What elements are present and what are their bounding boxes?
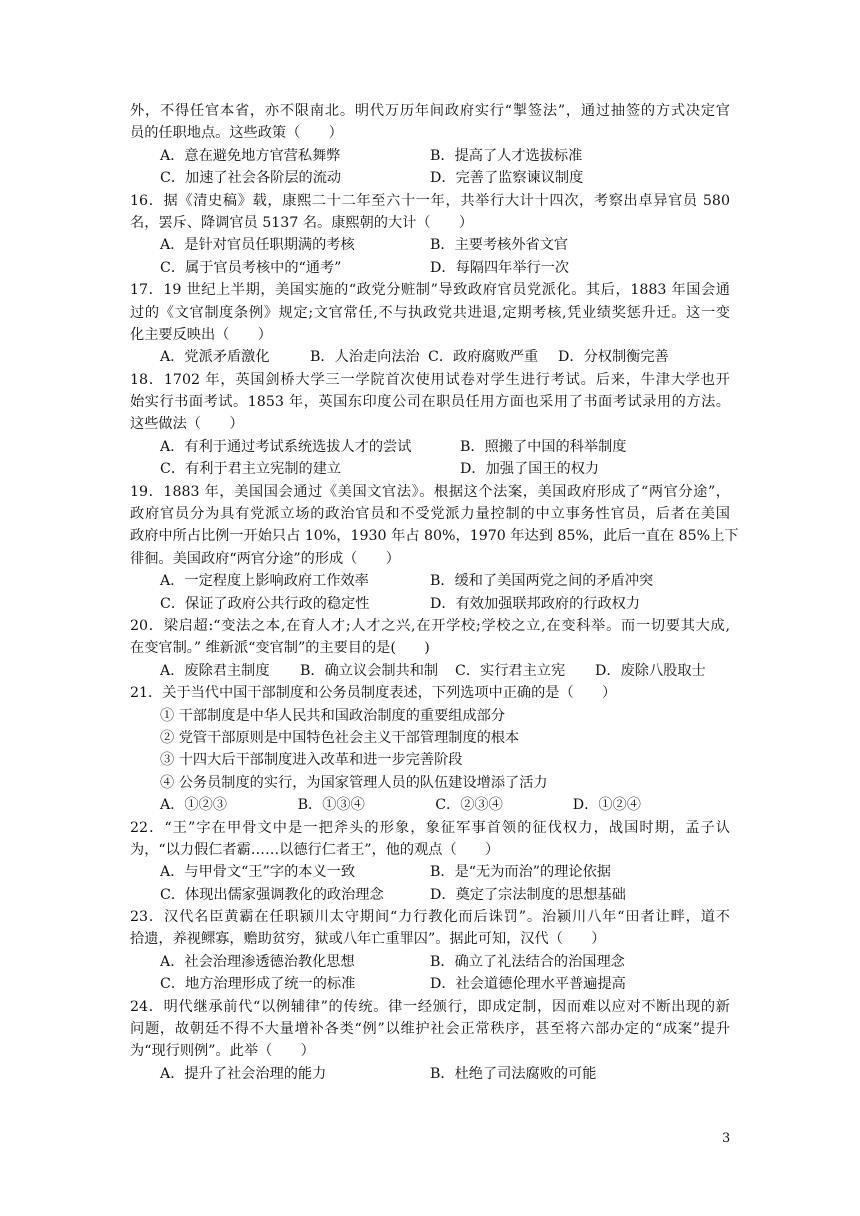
option-d: D．完善了监察谏议制度 — [430, 170, 584, 187]
question-19-line: 政府官员分为具有党派立场的政治官员和不受党派力量控制的中立事务性官员，后者在美国 — [130, 506, 730, 523]
options-row — [130, 570, 730, 592]
options-row — [130, 861, 730, 883]
question-22-line: 为，“以力假仁者霸……以德行仁者王”，他的观点（ ） — [130, 841, 500, 858]
option-a: A．有利于通过考试系统选拔人才的尝试 — [160, 438, 412, 455]
question-20-line: 20．梁启超:“变法之本,在育人才;人才之兴,在开学校;学校之立,在变科举。而一切要其大成, — [130, 617, 730, 634]
options-row — [130, 436, 730, 458]
statement-item: ③ 十四大后干部制度进入改革和进一步完善阶段 — [160, 752, 463, 769]
option-c: C．保证了政府公共行政的稳定性 — [160, 595, 370, 612]
option-a: A．意在避免地方官营私舞弊 — [160, 147, 341, 164]
options-row — [130, 458, 730, 480]
options-row — [130, 257, 730, 279]
statement-item: ④ 公务员制度的实行，为国家管理人员的队伍建设增添了活力 — [160, 774, 548, 791]
question-18-line: 18．1702 年，英国剑桥大学三一学院首次使用试卷对学生进行考试。后来，牛津大学也开 — [130, 371, 730, 388]
options-row — [130, 973, 730, 995]
option-b: B．照搬了中国的科举制度 — [460, 438, 627, 455]
statement-item: ② 党管干部原则是中国特色社会主义干部管理制度的根本 — [160, 729, 520, 746]
text-line: 员的任职地点。这些政策（ ） — [130, 125, 343, 142]
option-d: D．奠定了宗法制度的思想基础 — [430, 886, 626, 903]
option-d: D．分权制衡完善 — [558, 349, 669, 366]
option-b: B．提高了人才选拔标准 — [430, 147, 583, 164]
option-b: B．确立议会制共和制 — [300, 662, 439, 679]
question-16-line: 16．据《清史稿》载，康熙二十二年至六十一年，共举行大计十四次，考察出卓异官员 580 — [130, 192, 730, 209]
option-c: C．有利于君主立宪制的建立 — [160, 461, 342, 478]
option-b: B．主要考核外省文官 — [430, 237, 569, 254]
question-17-line: 化主要反映出（ ） — [130, 326, 272, 343]
option-a: A．提升了社会治理的能力 — [160, 1065, 327, 1082]
options-row — [130, 1063, 730, 1085]
options-row — [130, 346, 730, 368]
options-row — [130, 794, 730, 816]
option-c: C．实行君主立宪 — [455, 662, 566, 679]
options-row — [130, 234, 730, 256]
question-22-line: 22．“王”字在甲骨文中是一把斧头的形象，象征军事首领的征伐权力，战国时期，孟子认 — [130, 819, 730, 836]
option-a: A．社会治理渗透德治教化思想 — [160, 953, 355, 970]
text-line: 外，不得任官本省，亦不限南北。明代万历年间政府实行“掣签法”，通过抽签的方式决定官 — [130, 103, 730, 119]
option-c: C．加速了社会各阶层的流动 — [160, 170, 342, 187]
question-17-line: 17．19 世纪上半期，美国实施的“政党分赃制”导致政府官员党派化。其后，1883 年国会通 — [130, 282, 730, 299]
option-a: A．①②③ — [160, 797, 227, 814]
question-16-line: 名，罢斥、降调官员 5137 名。康熙朝的大计（ ） — [130, 214, 474, 231]
option-d: D．加强了国王的权力 — [460, 461, 600, 478]
question-20-line: 在变官制。” 维新派“变官制”的主要目的是( ) — [130, 640, 430, 657]
question-19-line: 19．1883 年，美国国会通过《美国文官法》。根据这个法案，美国政府形成了“两官分途”， — [130, 483, 730, 500]
option-a: A．是针对官员任职期满的考核 — [160, 237, 355, 254]
option-c: C．体现出儒家强调教化的政治理念 — [160, 886, 384, 903]
question-19-line: 政府中所占比例一开始只占 10%，1930 年占 80%，1970 年达到 85%，此后一直在 85%上下 — [130, 528, 739, 545]
options-row — [130, 167, 730, 189]
option-d: D．社会道德伦理水平普遍提高 — [430, 976, 626, 993]
option-c: C．属于官员考核中的“通考” — [160, 259, 342, 276]
options-row — [130, 145, 730, 167]
question-23-line: 拾遗，养视鳏寡，赡助贫穷，狱或八年亡重罪囚”。据此可知，汉代（ ） — [130, 931, 606, 948]
question-24-line: 问题，故朝廷不得不大量增补各类“例”以维护社会正常秩序，甚至将六部办定的“成案”提升 — [130, 1021, 730, 1038]
option-b: B．确立了礼法结合的治国理念 — [430, 953, 625, 970]
question-18-line: 始实行书面考试。1853 年，英国东印度公司在职员任用方面也采用了书面考试录用的方法。 — [130, 394, 730, 411]
options-row — [130, 951, 730, 973]
option-b: B．是“无为而治”的理论依据 — [430, 864, 611, 881]
question-24-line: 为“现行则例”。此举（ ） — [130, 1043, 315, 1060]
option-d: D．有效加强联邦政府的行政权力 — [430, 595, 641, 612]
options-row — [130, 884, 730, 906]
question-17-line: 过的《文官制度条例》规定;文官常任,不与执政党共进退,定期考核,凭业绩奖惩升迁。这一变 — [130, 304, 730, 321]
option-d: D．废除八股取士 — [595, 662, 706, 679]
page-number: 3 — [722, 1131, 731, 1146]
question-19-line: 徘徊。美国政府“两官分途”的形成（ ） — [130, 550, 400, 567]
option-d: D．每隔四年举行一次 — [430, 259, 570, 276]
question-23-line: 23．汉代名臣黄霸在任职颍川太守期间“力行教化而后诛罚”。治颍川八年“田者让畔，道不 — [130, 909, 730, 926]
option-b: B．杜绝了司法腐败的可能 — [430, 1065, 597, 1082]
options-row — [130, 660, 730, 682]
option-c: C．政府腐败严重 — [428, 349, 539, 366]
option-b: B．①③④ — [297, 797, 365, 814]
statement-item: ① 干部制度是中华人民共和国政治制度的重要组成部分 — [160, 707, 506, 724]
page-content — [130, 100, 739, 1085]
question-18-line: 这些做法（ ） — [130, 416, 244, 433]
option-a: A．党派矛盾激化 — [160, 349, 270, 366]
option-a: A．废除君主制度 — [160, 662, 270, 679]
option-c: C．②③④ — [435, 797, 503, 814]
option-a: A．与甲骨文“王”字的本义一致 — [160, 864, 356, 881]
option-b: B．人治走向法治 — [310, 349, 420, 366]
option-d: D．①②④ — [572, 797, 641, 814]
option-c: C．地方治理形成了统一的标准 — [160, 976, 356, 993]
option-a: A．一定程度上影响政府工作效率 — [160, 573, 369, 590]
options-row — [130, 593, 730, 615]
question-24-line: 24．明代继承前代“以例辅律”的传统。律一经颁行，即成定制，因而难以应对不断出现的新 — [130, 998, 730, 1015]
option-b: B．缓和了美国两党之间的矛盾冲突 — [430, 573, 654, 590]
question-21-line: 21．关于当代中国干部制度和公务员制度表述，下列选项中正确的是（ ） — [130, 685, 617, 702]
